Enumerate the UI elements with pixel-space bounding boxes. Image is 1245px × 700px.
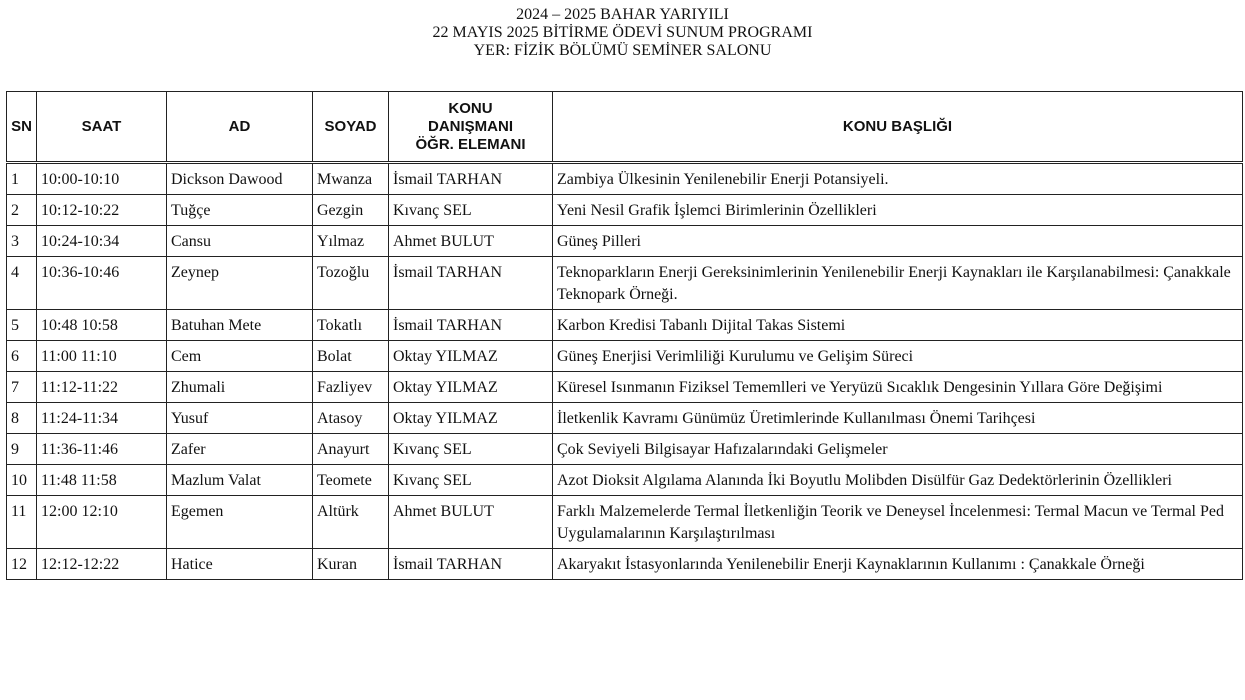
cell-saat: 11:00 11:10 — [37, 341, 167, 372]
cell-ad: Zeynep — [167, 257, 313, 310]
column-header-ad: AD — [167, 92, 313, 163]
cell-konu-basligi: Küresel Isınmanın Fiziksel Tememlleri ve Yeryüzü Sıcaklık Dengesinin Yıllara Göre Değişimi — [553, 372, 1243, 403]
cell-danisman: Kıvanç SEL — [389, 434, 553, 465]
danisman-header-line: DANIŞMANI — [428, 117, 513, 135]
cell-soyad: Bolat — [313, 341, 389, 372]
cell-danisman: İsmail TARHAN — [389, 257, 553, 310]
cell-konu-basligi: Güneş Enerjisi Verimliliği Kurulumu ve Gelişim Süreci — [553, 341, 1243, 372]
cell-sn: 2 — [7, 195, 37, 226]
table-row — [7, 549, 1243, 580]
cell-ad: Dickson Dawood — [167, 163, 313, 195]
cell-soyad: Anayurt — [313, 434, 389, 465]
cell-danisman: İsmail TARHAN — [389, 549, 553, 580]
cell-soyad: Teomete — [313, 465, 389, 496]
cell-soyad: Gezgin — [313, 195, 389, 226]
cell-sn: 6 — [7, 341, 37, 372]
cell-soyad: Fazliyev — [313, 372, 389, 403]
cell-saat: 11:48 11:58 — [37, 465, 167, 496]
cell-konu-basligi: İletkenlik Kavramı Günümüz Üretimlerinde Kullanılması Önemi Tarihçesi — [553, 403, 1243, 434]
cell-saat: 10:00-10:10 — [37, 163, 167, 195]
cell-sn: 11 — [7, 496, 37, 549]
cell-konu-basligi: Güneş Pilleri — [553, 226, 1243, 257]
semester-title: 2024 – 2025 BAHAR YARIYILI — [516, 6, 729, 23]
cell-saat: 10:48 10:58 — [37, 310, 167, 341]
column-header-saat: SAAT — [37, 92, 167, 163]
cell-saat: 12:00 12:10 — [37, 496, 167, 549]
cell-ad: Egemen — [167, 496, 313, 549]
cell-sn: 12 — [7, 549, 37, 580]
cell-ad: Zafer — [167, 434, 313, 465]
cell-ad: Mazlum Valat — [167, 465, 313, 496]
table-row — [7, 434, 1243, 465]
cell-ad: Cansu — [167, 226, 313, 257]
danisman-header-line: KONU — [448, 99, 493, 117]
cell-konu-basligi: Azot Dioksit Algılama Alanında İki Boyutlu Molibden Disülfür Gaz Dedektörlerinin Özellikleri — [553, 465, 1243, 496]
cell-sn: 3 — [7, 226, 37, 257]
table-row — [7, 226, 1243, 257]
cell-danisman: Ahmet BULUT — [389, 496, 553, 549]
cell-danisman: Kıvanç SEL — [389, 465, 553, 496]
presentation-schedule-table — [6, 91, 1243, 580]
table-row — [7, 403, 1243, 434]
cell-danisman: Ahmet BULUT — [389, 226, 553, 257]
cell-sn: 5 — [7, 310, 37, 341]
cell-saat: 11:36-11:46 — [37, 434, 167, 465]
cell-saat: 10:12-10:22 — [37, 195, 167, 226]
cell-danisman: Oktay YILMAZ — [389, 372, 553, 403]
cell-konu-basligi: Farklı Malzemelerde Termal İletkenliğin Teorik ve Deneysel İncelenmesi: Termal Macun ve Termal Ped Uygulamalarının Karşılaştırılması — [553, 496, 1243, 549]
cell-sn: 1 — [7, 163, 37, 195]
cell-danisman: Oktay YILMAZ — [389, 403, 553, 434]
document-header — [0, 0, 1245, 60]
column-header-sn: SN — [7, 92, 37, 163]
cell-soyad: Yılmaz — [313, 226, 389, 257]
cell-soyad: Tozoğlu — [313, 257, 389, 310]
cell-soyad: Mwanza — [313, 163, 389, 195]
cell-sn: 10 — [7, 465, 37, 496]
table-row — [7, 341, 1243, 372]
cell-sn: 7 — [7, 372, 37, 403]
table-row — [7, 257, 1243, 310]
table-row — [7, 163, 1243, 195]
column-header-konu: KONU BAŞLIĞI — [553, 92, 1243, 163]
cell-ad: Hatice — [167, 549, 313, 580]
table-row — [7, 195, 1243, 226]
cell-ad: Tuğçe — [167, 195, 313, 226]
cell-soyad: Tokatlı — [313, 310, 389, 341]
cell-konu-basligi: Teknoparkların Enerji Gereksinimlerinin Yenilenebilir Enerji Kaynakları ile Karşılanabilmesi: Çanakkale Teknopark Örneği. — [553, 257, 1243, 310]
table-body — [7, 163, 1243, 580]
cell-ad: Zhumali — [167, 372, 313, 403]
cell-soyad: Atasoy — [313, 403, 389, 434]
cell-konu-basligi: Karbon Kredisi Tabanlı Dijital Takas Sistemi — [553, 310, 1243, 341]
column-header-danisman — [389, 92, 553, 163]
cell-danisman: Oktay YILMAZ — [389, 341, 553, 372]
table-row — [7, 372, 1243, 403]
table-row — [7, 465, 1243, 496]
cell-konu-basligi: Yeni Nesil Grafik İşlemci Birimlerinin Özellikleri — [553, 195, 1243, 226]
cell-konu-basligi: Çok Seviyeli Bilgisayar Hafızalarındaki Gelişmeler — [553, 434, 1243, 465]
cell-danisman: İsmail TARHAN — [389, 310, 553, 341]
danisman-header-line: ÖĞR. ELEMANI — [415, 135, 526, 153]
cell-danisman: İsmail TARHAN — [389, 163, 553, 195]
location-title: YER: FİZİK BÖLÜMÜ SEMİNER SALONU — [473, 42, 772, 59]
cell-konu-basligi: Akaryakıt İstasyonlarında Yenilenebilir Enerji Kaynaklarının Kullanımı : Çanakkale Örneği — [553, 549, 1243, 580]
cell-saat: 11:12-11:22 — [37, 372, 167, 403]
cell-sn: 9 — [7, 434, 37, 465]
table-row — [7, 496, 1243, 549]
cell-soyad: Kuran — [313, 549, 389, 580]
table-row — [7, 310, 1243, 341]
table-header-row — [7, 92, 1243, 163]
cell-saat: 11:24-11:34 — [37, 403, 167, 434]
cell-sn: 8 — [7, 403, 37, 434]
cell-ad: Yusuf — [167, 403, 313, 434]
cell-saat: 10:24-10:34 — [37, 226, 167, 257]
cell-konu-basligi: Zambiya Ülkesinin Yenilenebilir Enerji Potansiyeli. — [553, 163, 1243, 195]
program-title: 22 MAYIS 2025 BİTİRME ÖDEVİ SUNUM PROGRAMI — [432, 24, 813, 41]
cell-ad: Batuhan Mete — [167, 310, 313, 341]
cell-saat: 10:36-10:46 — [37, 257, 167, 310]
column-header-soyad: SOYAD — [313, 92, 389, 163]
cell-ad: Cem — [167, 341, 313, 372]
cell-danisman: Kıvanç SEL — [389, 195, 553, 226]
cell-soyad: Altürk — [313, 496, 389, 549]
cell-saat: 12:12-12:22 — [37, 549, 167, 580]
cell-sn: 4 — [7, 257, 37, 310]
